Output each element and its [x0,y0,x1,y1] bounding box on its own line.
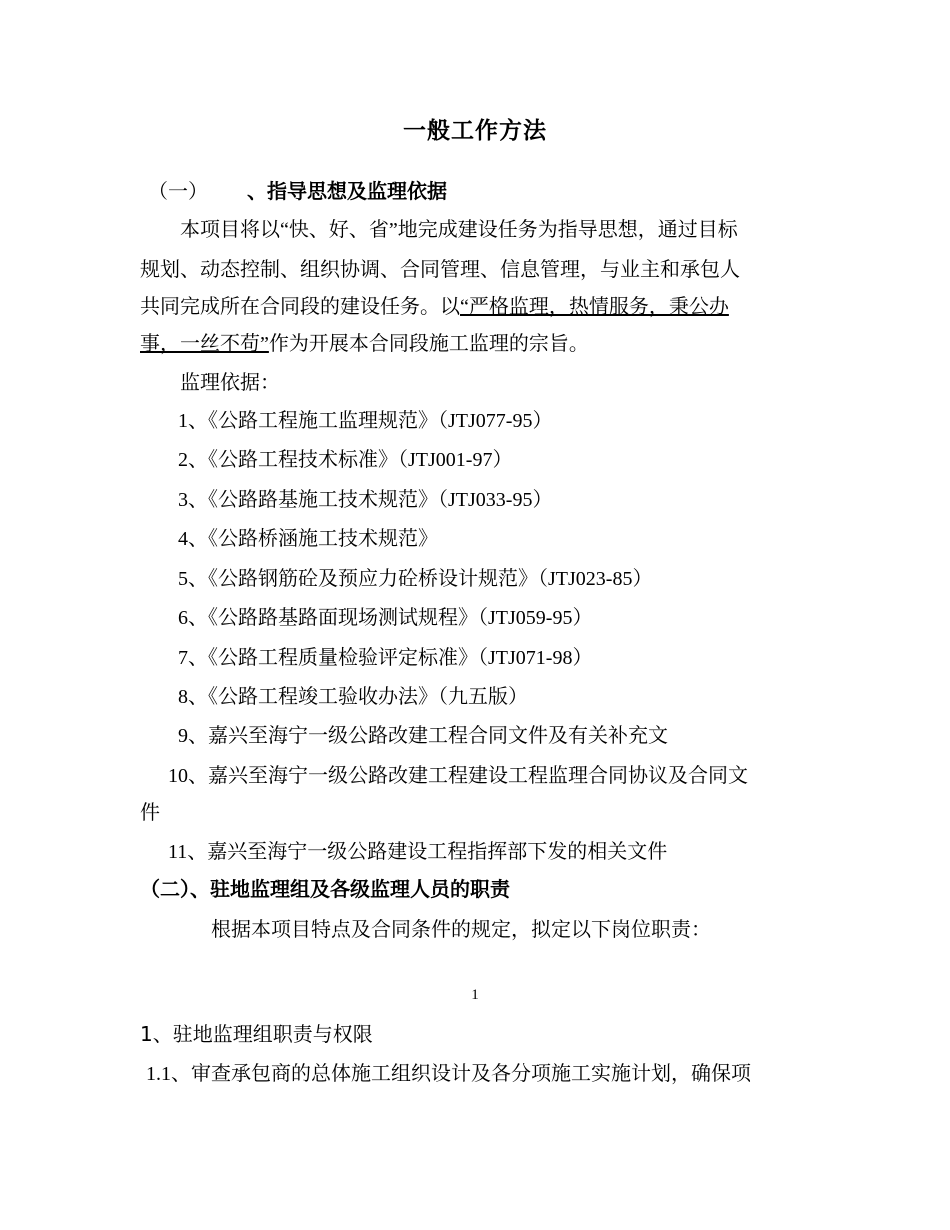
basis-item-10-line-1: 10、嘉兴至海宁一级公路改建工程建设工程监理合同协议及合同文 [168,765,748,787]
basis-item-11: 11、嘉兴至海宁一级公路建设工程指挥部下发的相关文件 [168,841,668,863]
section3-item-1-1: 1.1、审查承包商的总体施工组织设计及各分项施工实施计划，确保项 [146,1063,751,1085]
basis-item-3: 3、《公路路基施工技术规范》（JTJ033-95） [178,489,553,511]
section1-heading: 、指导思想及监理依据 [247,179,447,203]
basis-item-6: 6、《公路路基路面现场测试规程》（JTJ059-95） [178,607,593,629]
paragraph-line-4 [140,327,589,356]
basis-item-7: 7、《公路工程质量检验评定标准》（JTJ071-98） [178,647,593,669]
page-number: 1 [471,987,479,1003]
basis-item-8: 8、《公路工程竣工验收办法》（九五版） [178,686,528,708]
section2-heading: （二）、驻地监理组及各级监理人员的职责 [140,877,510,901]
basis-item-1: 1、《公路工程施工监理规范》（JTJ077-95） [178,410,553,432]
paragraph-line-3-underlined: “严格监理，热情服务，秉公办 [460,296,729,318]
document-title: 一般工作方法 [403,118,547,144]
paragraph-line-4-underlined: 事，一丝不苟” [140,333,269,355]
section1-number: （一） [148,181,208,203]
paragraph-line-3-plain: 共同完成所在合同段的建设任务。以 [140,296,460,318]
basis-item-5: 5、《公路钢筋砼及预应力砼桥设计规范》（JTJ023-85） [178,568,653,590]
section2-intro: 根据本项目特点及合同条件的规定，拟定以下岗位职责： [211,919,711,941]
basis-item-2: 2、《公路工程技术标准》（JTJ001-97） [178,449,513,471]
paragraph-line-2: 规划、动态控制、组织协调、合同管理、信息管理，与业主和承包人 [140,259,740,281]
paragraph-line-4-plain: 作为开展本合同段施工监理的宗旨。 [268,333,589,355]
paragraph-line-1: 本项目将以“快、好、省”地完成建设任务为指导思想，通过目标 [180,219,738,241]
section3-heading: 1、驻地监理组职责与权限 [140,1022,373,1046]
basis-label: 监理依据： [180,372,280,394]
basis-item-10-line-2: 件 [140,802,160,824]
paragraph-line-3 [140,290,729,319]
basis-item-9: 9、嘉兴至海宁一级公路改建工程合同文件及有关补充文 [178,725,668,747]
basis-item-4: 4、《公路桥涵施工技术规范》 [178,528,438,550]
